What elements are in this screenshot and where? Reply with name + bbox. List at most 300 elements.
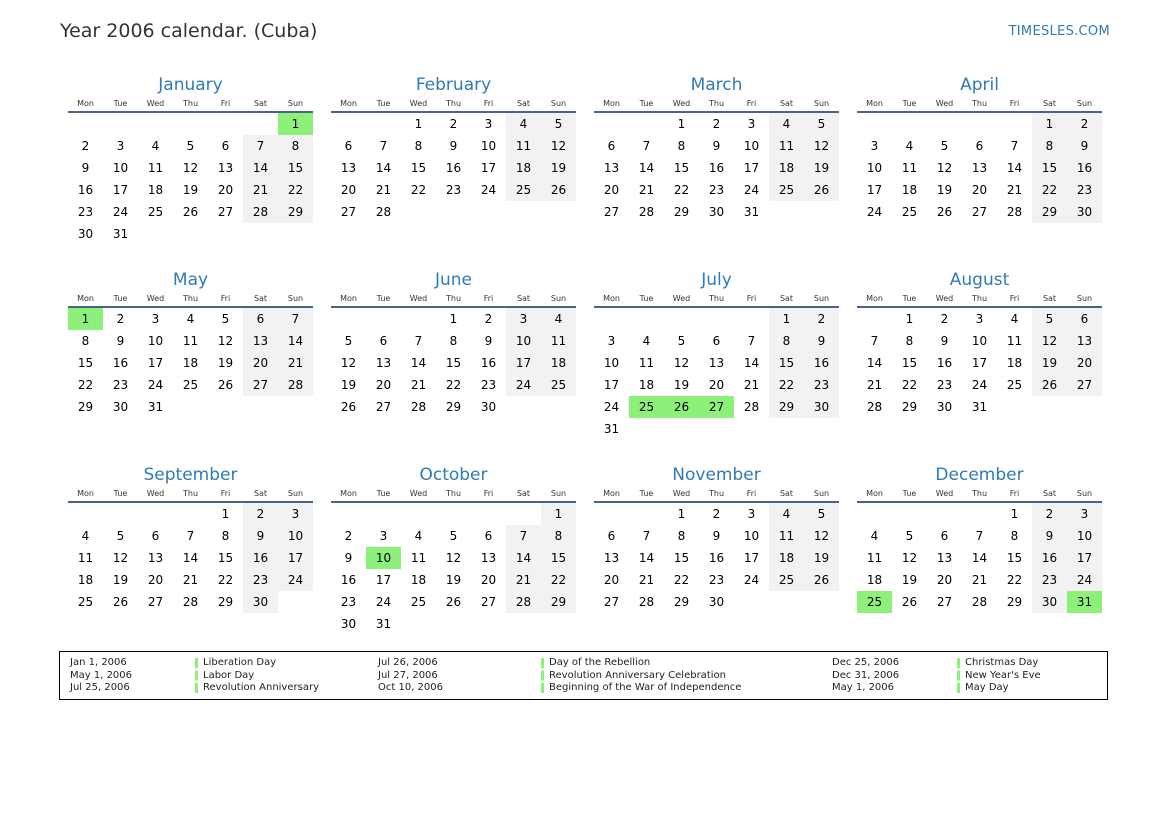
day-cell: 21 xyxy=(638,183,655,197)
day-cell: 22 xyxy=(673,573,690,587)
weekday-header: Wed xyxy=(401,96,436,112)
weekday-header: Wed xyxy=(138,486,173,502)
day-cell: 17 xyxy=(971,356,988,370)
empty-cell xyxy=(366,502,401,525)
day-cell: 24 xyxy=(480,183,497,197)
day-cell: 11 xyxy=(541,330,576,352)
day-cell: 26 xyxy=(541,179,576,201)
day-cell: 24 xyxy=(375,595,392,609)
day-cell: 28 xyxy=(743,400,760,414)
weekday-header: Wed xyxy=(664,486,699,502)
day-cell: 21 xyxy=(410,378,427,392)
weekday-header: Sun xyxy=(541,96,576,112)
day-cell: 19 xyxy=(541,157,576,179)
empty-cell xyxy=(664,418,699,440)
day-cell: 28 xyxy=(243,201,278,223)
holiday-date: Jan 1, 2006 xyxy=(70,657,127,668)
holiday-date: Jul 25, 2006 xyxy=(70,682,130,694)
weekday-header: Sat xyxy=(769,486,804,502)
month-name: June xyxy=(434,270,473,290)
day-cell: 9 xyxy=(1067,135,1102,157)
weekday-header: Fri xyxy=(208,96,243,112)
month-march xyxy=(594,74,839,269)
day-cell: 26 xyxy=(804,569,839,591)
day-cell: 9 xyxy=(116,334,125,348)
empty-cell xyxy=(804,591,839,613)
holiday-dates xyxy=(378,657,443,695)
day-cell: 4 xyxy=(870,529,879,543)
day-cell: 8 xyxy=(449,334,458,348)
day-cell: 4 xyxy=(151,139,160,153)
weekday-header: Fri xyxy=(471,486,506,502)
day-cell: 13 xyxy=(217,161,234,175)
day-cell: 19 xyxy=(217,356,234,370)
day-cell: 8 xyxy=(81,334,90,348)
holiday-legend xyxy=(59,651,1108,700)
day-cell: 7 xyxy=(278,307,313,330)
day-cell: 3 xyxy=(870,139,879,153)
day-cell: 1 xyxy=(449,312,458,326)
day-cell: 23 xyxy=(708,183,725,197)
day-cell: 4 xyxy=(541,307,576,330)
day-cell: 23 xyxy=(936,378,953,392)
day-cell: 14 xyxy=(743,356,760,370)
day-cell: 1 xyxy=(677,507,686,521)
day-cell: 27 xyxy=(699,396,734,418)
empty-cell xyxy=(629,112,664,135)
day-cell: 25 xyxy=(506,179,541,201)
day-cell: 8 xyxy=(221,529,230,543)
day-cell: 2 xyxy=(116,312,125,326)
day-cell: 9 xyxy=(804,330,839,352)
day-cell: 12 xyxy=(445,551,462,565)
empty-cell xyxy=(243,112,278,135)
day-cell: 9 xyxy=(712,139,721,153)
month-name: August xyxy=(949,270,1010,290)
day-cell: 3 xyxy=(747,507,756,521)
empty-cell xyxy=(664,307,699,330)
weekday-header: Mon xyxy=(857,291,892,307)
month-name: April xyxy=(960,75,999,95)
day-cell: 9 xyxy=(484,334,493,348)
day-cell: 23 xyxy=(1067,179,1102,201)
day-cell: 18 xyxy=(1006,356,1023,370)
month-table xyxy=(594,96,839,223)
empty-cell xyxy=(138,112,173,135)
day-cell: 20 xyxy=(217,183,234,197)
day-cell: 9 xyxy=(243,525,278,547)
day-cell: 30 xyxy=(936,400,953,414)
holiday-name: Labor Day xyxy=(203,669,255,681)
day-cell: 27 xyxy=(1067,374,1102,396)
day-cell: 18 xyxy=(769,547,804,569)
day-cell: 5 xyxy=(449,529,458,543)
empty-cell xyxy=(173,223,208,245)
day-cell: 25 xyxy=(1006,378,1023,392)
weekday-header: Mon xyxy=(68,486,103,502)
day-cell: 17 xyxy=(375,573,392,587)
day-cell: 1 xyxy=(769,307,804,330)
weekday-header: Wed xyxy=(138,96,173,112)
empty-cell xyxy=(278,223,313,245)
day-cell: 29 xyxy=(77,400,94,414)
holiday-name: Revolution Anniversary Celebration xyxy=(549,669,726,681)
day-cell: 27 xyxy=(217,205,234,219)
day-cell: 10 xyxy=(971,334,988,348)
day-cell: 13 xyxy=(603,161,620,175)
empty-cell xyxy=(208,223,243,245)
day-cell: 2 xyxy=(484,312,493,326)
empty-cell xyxy=(208,112,243,135)
empty-cell xyxy=(401,613,436,635)
day-cell: 7 xyxy=(414,334,423,348)
day-cell: 20 xyxy=(243,352,278,374)
day-cell: 30 xyxy=(243,591,278,613)
holiday-name: New Year's Eve xyxy=(965,669,1041,681)
weekday-header: Sat xyxy=(769,96,804,112)
month-name: July xyxy=(701,270,732,290)
day-cell: 7 xyxy=(1010,139,1019,153)
month-table xyxy=(68,486,313,613)
day-cell: 7 xyxy=(870,334,879,348)
day-cell: 10 xyxy=(480,139,497,153)
empty-cell xyxy=(1032,396,1067,418)
day-cell: 1 xyxy=(541,502,576,525)
day-cell: 25 xyxy=(147,205,164,219)
empty-cell xyxy=(506,613,541,635)
day-cell: 17 xyxy=(480,161,497,175)
day-cell: 22 xyxy=(278,179,313,201)
month-january xyxy=(68,74,313,269)
day-cell: 27 xyxy=(936,595,953,609)
day-cell: 10 xyxy=(278,525,313,547)
weekday-header: Fri xyxy=(471,96,506,112)
day-cell: 14 xyxy=(638,551,655,565)
day-cell: 1 xyxy=(677,117,686,131)
empty-cell xyxy=(278,396,313,418)
weekday-header: Wed xyxy=(401,486,436,502)
empty-cell xyxy=(331,502,366,525)
weekday-header: Fri xyxy=(208,486,243,502)
month-name: May xyxy=(172,270,209,290)
weekday-header: Sat xyxy=(1032,486,1067,502)
weekday-header: Sun xyxy=(278,486,313,502)
holiday-names xyxy=(965,657,1041,695)
day-cell: 12 xyxy=(901,551,918,565)
day-cell: 26 xyxy=(112,595,129,609)
day-cell: 18 xyxy=(506,157,541,179)
empty-cell xyxy=(243,223,278,245)
day-cell: 27 xyxy=(147,595,164,609)
day-cell: 15 xyxy=(77,356,94,370)
empty-cell xyxy=(1067,396,1102,418)
empty-cell xyxy=(506,396,541,418)
empty-cell xyxy=(506,502,541,525)
day-cell: 22 xyxy=(673,183,690,197)
weekday-header: Sat xyxy=(506,96,541,112)
day-cell: 5 xyxy=(940,139,949,153)
day-cell: 20 xyxy=(936,573,953,587)
weekday-header: Thu xyxy=(436,486,471,502)
day-cell: 12 xyxy=(804,525,839,547)
day-cell: 11 xyxy=(1006,334,1023,348)
weekday-header: Thu xyxy=(699,96,734,112)
day-cell: 16 xyxy=(1032,547,1067,569)
day-cell: 3 xyxy=(607,334,616,348)
day-cell: 13 xyxy=(603,551,620,565)
day-cell: 15 xyxy=(1032,157,1067,179)
day-cell: 18 xyxy=(182,356,199,370)
month-august xyxy=(857,269,1102,464)
weekday-header: Thu xyxy=(962,291,997,307)
day-cell: 29 xyxy=(769,396,804,418)
empty-cell xyxy=(68,112,103,135)
day-cell: 13 xyxy=(340,161,357,175)
day-cell: 12 xyxy=(804,135,839,157)
day-cell: 6 xyxy=(484,529,493,543)
day-cell: 23 xyxy=(77,205,94,219)
day-cell: 12 xyxy=(340,356,357,370)
empty-cell xyxy=(734,307,769,330)
empty-cell xyxy=(331,112,366,135)
day-cell: 28 xyxy=(1006,205,1023,219)
weekday-header: Thu xyxy=(962,96,997,112)
empty-cell xyxy=(173,396,208,418)
day-cell: 2 xyxy=(712,117,721,131)
day-cell: 10 xyxy=(603,356,620,370)
holiday-name: Christmas Day xyxy=(965,657,1039,668)
day-cell: 25 xyxy=(182,378,199,392)
weekday-header: Tue xyxy=(366,96,401,112)
weekday-header: Sat xyxy=(506,486,541,502)
empty-cell xyxy=(594,307,629,330)
weekday-header: Fri xyxy=(997,291,1032,307)
day-cell: 18 xyxy=(769,157,804,179)
day-cell: 27 xyxy=(480,595,497,609)
day-cell: 28 xyxy=(638,205,655,219)
empty-cell xyxy=(506,201,541,223)
empty-cell xyxy=(629,502,664,525)
day-cell: 13 xyxy=(480,551,497,565)
day-cell: 6 xyxy=(1067,307,1102,330)
day-cell: 11 xyxy=(769,135,804,157)
empty-cell xyxy=(436,201,471,223)
weekday-header: Mon xyxy=(857,486,892,502)
day-cell: 2 xyxy=(81,139,90,153)
day-cell: 18 xyxy=(410,573,427,587)
day-cell: 16 xyxy=(1067,157,1102,179)
holiday-dates xyxy=(832,657,899,695)
day-cell: 3 xyxy=(1067,502,1102,525)
day-cell: 17 xyxy=(603,378,620,392)
day-cell: 12 xyxy=(1032,330,1067,352)
day-cell: 8 xyxy=(677,529,686,543)
holiday-marker xyxy=(957,658,960,694)
month-table xyxy=(594,486,839,613)
day-cell: 6 xyxy=(379,334,388,348)
site-link[interactable]: TIMESLES.COM xyxy=(1008,24,1110,39)
day-cell: 12 xyxy=(182,161,199,175)
day-cell: 28 xyxy=(182,595,199,609)
weekday-header: Sun xyxy=(804,291,839,307)
day-cell: 15 xyxy=(217,551,234,565)
day-cell: 19 xyxy=(804,547,839,569)
day-cell: 14 xyxy=(182,551,199,565)
month-table xyxy=(331,291,576,418)
day-cell: 16 xyxy=(708,161,725,175)
day-cell: 6 xyxy=(607,529,616,543)
weekday-header: Sat xyxy=(506,291,541,307)
month-table xyxy=(857,486,1102,613)
day-cell: 5 xyxy=(804,112,839,135)
weekday-header: Mon xyxy=(68,96,103,112)
day-cell: 4 xyxy=(642,334,651,348)
holiday-name: Liberation Day xyxy=(203,657,277,668)
day-cell: 3 xyxy=(379,529,388,543)
month-name: March xyxy=(690,75,743,95)
day-cell: 6 xyxy=(221,139,230,153)
weekday-header: Sun xyxy=(541,291,576,307)
day-cell: 23 xyxy=(243,569,278,591)
weekday-header: Tue xyxy=(629,96,664,112)
weekday-header: Thu xyxy=(699,486,734,502)
day-cell: 7 xyxy=(186,529,195,543)
empty-cell xyxy=(734,591,769,613)
day-cell: 16 xyxy=(112,356,129,370)
day-cell: 11 xyxy=(769,525,804,547)
day-cell: 3 xyxy=(747,117,756,131)
day-cell: 16 xyxy=(936,356,953,370)
day-cell: 29 xyxy=(217,595,234,609)
day-cell: 15 xyxy=(541,547,576,569)
weekday-header: Tue xyxy=(629,486,664,502)
day-cell: 31 xyxy=(743,205,760,219)
month-september xyxy=(68,464,313,659)
day-cell: 2 xyxy=(804,307,839,330)
day-cell: 31 xyxy=(603,422,620,436)
weekday-header: Thu xyxy=(173,96,208,112)
day-cell: 25 xyxy=(629,396,664,418)
day-cell: 15 xyxy=(673,161,690,175)
weekday-header: Wed xyxy=(664,96,699,112)
day-cell: 12 xyxy=(936,161,953,175)
month-name: January xyxy=(158,75,223,95)
weekday-header: Thu xyxy=(962,486,997,502)
holiday-name: Revolution Anniversary xyxy=(203,682,319,694)
day-cell: 14 xyxy=(866,356,883,370)
day-cell: 14 xyxy=(243,157,278,179)
weekday-header: Mon xyxy=(594,486,629,502)
day-cell: 26 xyxy=(901,595,918,609)
holiday-date: Jul 26, 2006 xyxy=(378,657,438,668)
weekday-header: Fri xyxy=(734,96,769,112)
empty-cell xyxy=(629,307,664,330)
holiday-dates xyxy=(70,657,132,695)
day-cell: 5 xyxy=(905,529,914,543)
day-cell: 3 xyxy=(151,312,160,326)
day-cell: 4 xyxy=(506,112,541,135)
day-cell: 7 xyxy=(379,139,388,153)
empty-cell xyxy=(927,502,962,525)
day-cell: 26 xyxy=(340,400,357,414)
day-cell: 30 xyxy=(708,595,725,609)
day-cell: 21 xyxy=(866,378,883,392)
day-cell: 21 xyxy=(971,573,988,587)
month-december xyxy=(857,464,1102,659)
weekday-header: Sun xyxy=(1067,486,1102,502)
day-cell: 25 xyxy=(541,374,576,396)
day-cell: 1 xyxy=(905,312,914,326)
day-cell: 8 xyxy=(769,330,804,352)
holiday-date: Jul 27, 2006 xyxy=(378,669,438,681)
day-cell: 22 xyxy=(410,183,427,197)
empty-cell xyxy=(699,418,734,440)
day-cell: 31 xyxy=(1067,591,1102,613)
day-cell: 4 xyxy=(81,529,90,543)
empty-cell xyxy=(103,502,138,525)
empty-cell xyxy=(769,418,804,440)
empty-cell xyxy=(769,201,804,223)
day-cell: 5 xyxy=(116,529,125,543)
day-cell: 26 xyxy=(936,205,953,219)
weekday-header: Thu xyxy=(699,291,734,307)
day-cell: 25 xyxy=(77,595,94,609)
empty-cell xyxy=(103,112,138,135)
empty-cell xyxy=(629,418,664,440)
day-cell: 18 xyxy=(541,352,576,374)
weekday-header: Sat xyxy=(243,291,278,307)
weekday-header: Thu xyxy=(173,291,208,307)
day-cell: 10 xyxy=(366,547,401,569)
day-cell: 19 xyxy=(182,183,199,197)
empty-cell xyxy=(962,112,997,135)
weekday-header: Wed xyxy=(401,291,436,307)
month-table xyxy=(331,486,576,635)
weekday-header: Sun xyxy=(1067,96,1102,112)
weekday-header: Thu xyxy=(173,486,208,502)
weekday-header: Wed xyxy=(927,291,962,307)
day-cell: 4 xyxy=(1010,312,1019,326)
month-june xyxy=(331,269,576,464)
day-cell: 24 xyxy=(147,378,164,392)
weekday-header: Sun xyxy=(541,486,576,502)
empty-cell xyxy=(541,201,576,223)
day-cell: 24 xyxy=(866,205,883,219)
day-cell: 13 xyxy=(1067,330,1102,352)
weekday-header: Tue xyxy=(892,486,927,502)
weekday-header: Sat xyxy=(769,291,804,307)
day-cell: 27 xyxy=(971,205,988,219)
day-cell: 4 xyxy=(414,529,423,543)
day-cell: 20 xyxy=(480,573,497,587)
empty-cell xyxy=(769,591,804,613)
day-cell: 11 xyxy=(866,551,883,565)
day-cell: 3 xyxy=(506,307,541,330)
day-cell: 14 xyxy=(410,356,427,370)
day-cell: 6 xyxy=(975,139,984,153)
day-cell: 27 xyxy=(603,595,620,609)
day-cell: 17 xyxy=(866,183,883,197)
weekday-header: Tue xyxy=(366,291,401,307)
empty-cell xyxy=(734,418,769,440)
weekday-header: Fri xyxy=(734,486,769,502)
weekday-header: Wed xyxy=(664,291,699,307)
day-cell: 9 xyxy=(712,529,721,543)
day-cell: 1 xyxy=(278,112,313,135)
day-cell: 8 xyxy=(1032,135,1067,157)
day-cell: 30 xyxy=(804,396,839,418)
day-cell: 16 xyxy=(340,573,357,587)
